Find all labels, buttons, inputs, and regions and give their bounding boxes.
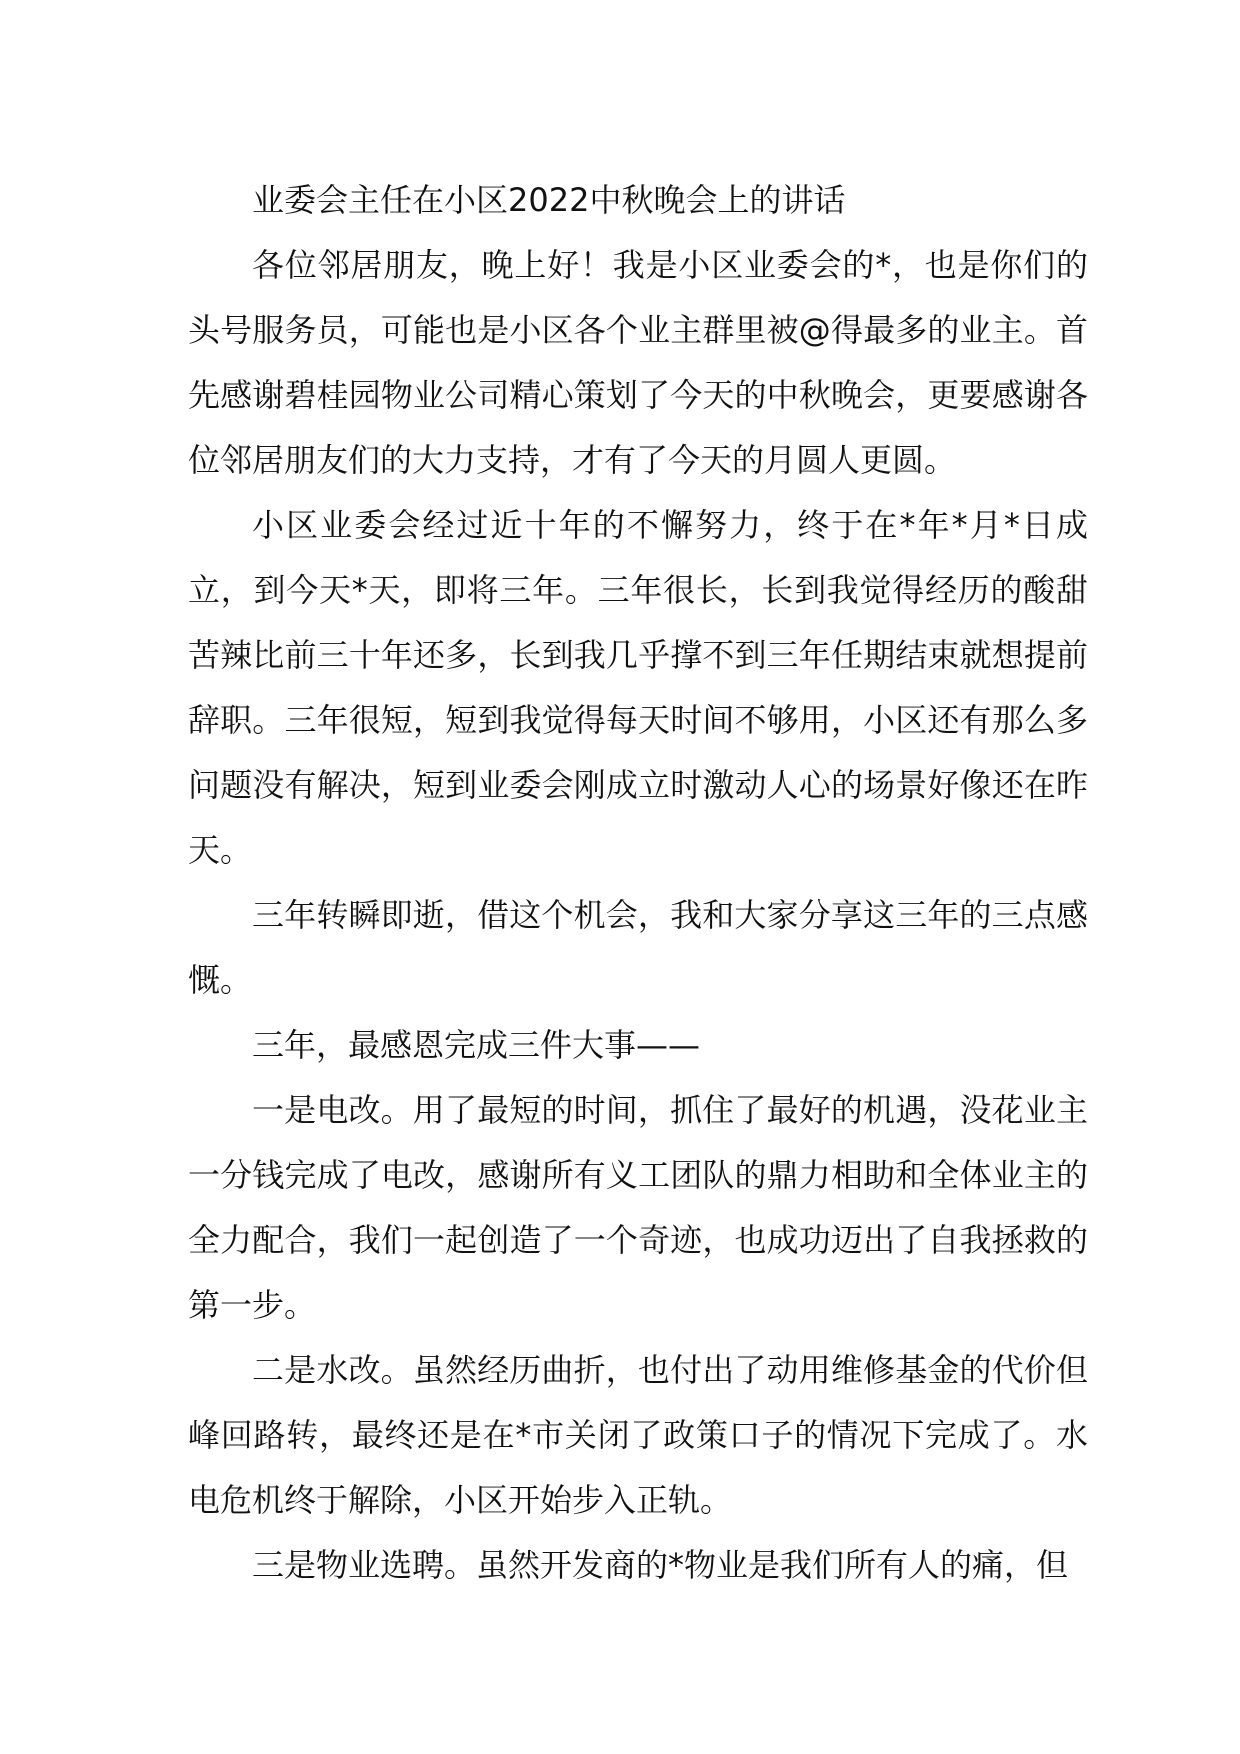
paragraph-three-events-heading: 三年，最感恩完成三件大事—— [252, 1026, 701, 1064]
paragraph-electric-reform: 一是电改。用了最短的时间，抓住了最好的机遇，没花业主一分钱完成了电改，感谢所有义工团队的鼎力相助和全体业主的全力配合，我们一起创造了一个奇迹，也成功迈出了自我拯救的第一步。 [188, 1091, 1088, 1324]
document-title: 业委会主任在小区2022中秋晚会上的讲话 [252, 181, 846, 219]
paragraph-property-selection: 三是物业选聘。虽然开发商的*物业是我们所有人的痛，但 [252, 1546, 1069, 1584]
paragraph-water-reform: 二是水改。虽然经历曲折，也付出了动用维修基金的代价但峰回路转，最终还是在*市关闭了政策口子的情况下完成了。水电危机终于解除，小区开始步入正轨。 [188, 1351, 1088, 1519]
paragraph-reflections-intro: 三年转瞬即逝，借这个机会，我和大家分享这三年的三点感慨。 [188, 896, 1088, 999]
document-body [188, 168, 1088, 1598]
paragraph-three-years: 小区业委会经过近十年的不懈努力，终于在*年*月*日成立，到今天*天，即将三年。三年很长，长到我觉得经历的酸甜苦辣比前三十年还多，长到我几乎撑不到三年任期结束就想提前辞职。三年很短，短到我觉得每天时间不够用，小区还有那么多问题没有解决，短到业委会刚成立时激动人心的场景好像还在昨天。 [188, 506, 1088, 869]
paragraph-greeting: 各位邻居朋友，晚上好！我是小区业委会的*，也是你们的头号服务员，可能也是小区各个业主群里被@得最多的业主。首先感谢碧桂园物业公司精心策划了今天的中秋晚会，更要感谢各位邻居朋友们的大力支持，才有了今天的月圆人更圆。 [188, 246, 1088, 479]
